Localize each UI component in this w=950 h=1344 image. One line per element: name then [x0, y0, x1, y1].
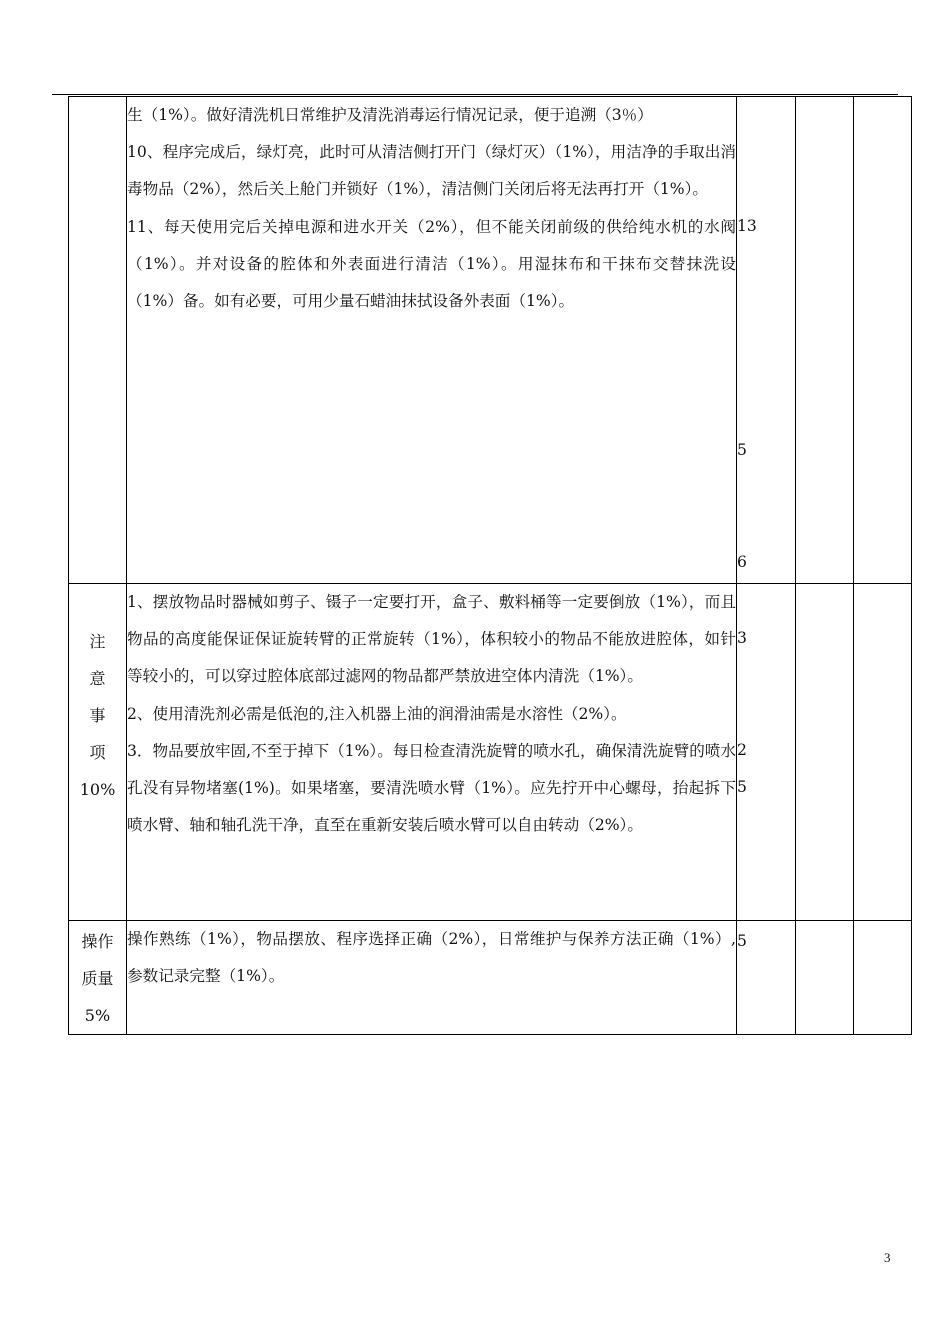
paragraph: 1、摆放物品时器械如剪子、镊子一定要打开，盒子、敷料桶等一定要倒放（1%），而且物品的高度能保证保证旋转臂的正常旋转（1%），体积较小的物品不能放进腔体，如针等较小的，可以穿过腔体底部过滤网的物品都严禁放进空体内清洗（1%）。 — [127, 593, 736, 686]
category-cell — [69, 584, 127, 921]
paragraph: 操作熟练（1%），物品摆放、程序选择正确（2%），日常维护与保养方法正确（1%）, 参数记录完整（1%）。 — [127, 930, 736, 986]
paragraph: 11、每天使用完后关掉电源和进水开关（2%），但不能关闭前级的供给纯水机的水阀（1%）。并对设备的腔体和外表面进行清洁（1%）。用湿抹布和干抹布交替抹洗设（1%）备。如有必要，可用少量石蜡油抹拭设备外表面（1%）。 — [127, 217, 736, 311]
category-label — [69, 623, 126, 808]
blank-cell — [796, 97, 854, 584]
score-value: 5 — [737, 778, 747, 797]
blank-cell — [796, 584, 854, 921]
header-rule — [52, 94, 898, 95]
blank-cell — [854, 97, 912, 584]
blank-cell — [854, 921, 912, 1035]
paragraph: 10、程序完成后，绿灯亮，此时可从清洁侧打开门（绿灯灭）（1%），用洁净的手取出消毒物品（2%），然后关上舱门并锁好（1%），清洁侧门关闭后将无法再打开（1%）。 — [127, 143, 736, 199]
category-char: 质量 — [81, 969, 114, 988]
category-char: 意 — [89, 669, 106, 688]
category-char: 事 — [89, 706, 106, 725]
content-cell — [127, 97, 737, 584]
table-row — [69, 921, 912, 1035]
score-value: 5 — [737, 441, 747, 460]
category-char: 操作 — [81, 932, 114, 951]
category-char: 10% — [79, 780, 116, 799]
paragraph: 生（1%）。做好清洗机日常维护及清洗消毒运行情况记录，便于追溯（3％） — [127, 106, 653, 124]
blank-cell — [854, 584, 912, 921]
score-value: 5 — [737, 932, 747, 950]
category-char: 注 — [89, 632, 106, 651]
score-value: 6 — [737, 553, 747, 572]
category-char: 5% — [84, 1006, 111, 1025]
category-char: 项 — [89, 743, 106, 762]
score-cell — [737, 97, 796, 584]
content-cell — [127, 921, 737, 1035]
score-value: 3 — [737, 629, 747, 647]
score-value: 13 — [737, 217, 757, 235]
paragraph: 2、使用清洗剂必需是低泡的,注入机器上油的润滑油需是水溶性（2%）。 — [127, 704, 627, 723]
score-cell — [737, 921, 796, 1035]
score-value: 2 — [737, 741, 747, 760]
category-cell — [69, 921, 127, 1035]
content-cell — [127, 584, 737, 921]
score-cell — [737, 584, 796, 921]
category-label — [69, 923, 126, 1034]
page-number: 3 — [884, 1250, 891, 1265]
paragraph: 3．物品要放牢固,不至于掉下（1%）。每日检查清洗旋臂的喷水孔，确保清洗旋臂的喷水孔没有异物堵塞(1%)。如果堵塞，要清洗喷水臂（1%）。应先拧开中心螺母，抬起拆下喷水臂、轴和轴孔洗干净，直至在重新安装后喷水臂可以自由转动（2%）。 — [127, 741, 736, 835]
table-row — [69, 584, 912, 921]
table-row — [69, 97, 912, 584]
scoring-table — [68, 96, 912, 1035]
blank-cell — [796, 921, 854, 1035]
category-cell — [69, 97, 127, 584]
